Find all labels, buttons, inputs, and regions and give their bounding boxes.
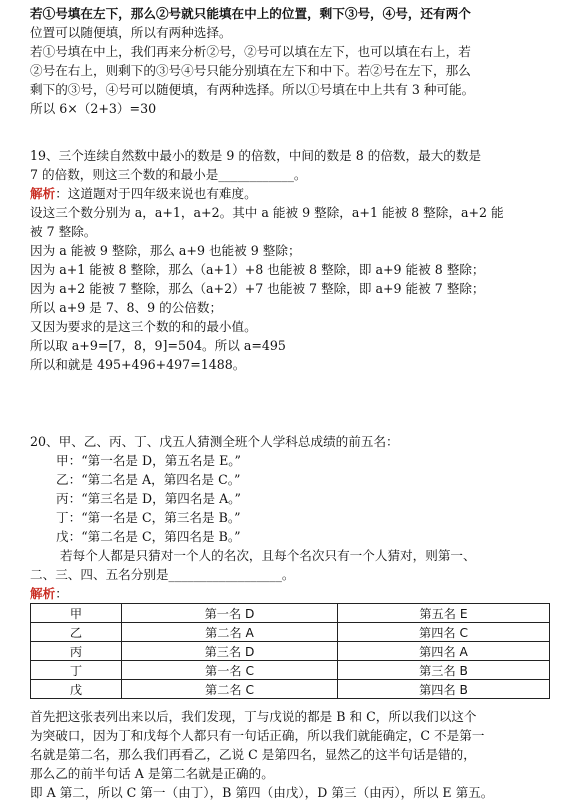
table-cell-guess1: 第三名 D [122,642,338,661]
table-cell-person: 丁 [31,661,122,680]
q19-analysis-line: 设这三个数分别为 a，a+1，a+2。其中 a 能被 9 整除，a+1 能被 8 整除，a+2 能 [30,205,504,220]
table-cell-guess1: 第一名 C [122,661,338,680]
prev-solution-line: 剩下的③号，④号可以随便填，有两种选择。所以①号填在中上共有 3 种可能。 [30,82,475,97]
table-cell-guess2: 第五名 E [338,604,550,623]
q20-guess: 乙：“第二名是 A，第四名是 C。” [56,472,241,487]
guess-table-wrap [30,603,560,707]
q20-guess: 丙：“第三名是 D，第四名是 A。” [56,491,241,506]
q19-analysis-line: 因为 a+2 能被 7 整除，那么（a+2）+7 也能被 7 整除，即 a+9 能被 7 整除； [30,281,485,296]
q19-analysis-heading [30,184,560,203]
q20-analysis-heading [30,584,560,603]
q19-analysis-line: 因为 a+1 能被 8 整除，那么（a+1）+8 也能被 8 整除，即 a+9 能被 8 整除； [30,262,485,277]
q19-analysis-line: 因为 a 能被 9 整除，那么 a+9 也能被 9 整除； [30,243,301,258]
q20-explanation-line: 首先把这张表列出来以后，我们发现，丁与戊说的都是 B 和 C，所以我们以这个 [30,709,477,724]
q19-analysis-line: 所以 a+9 是 7、8、9 的公倍数； [30,300,223,315]
q19-analysis-line: 所以和就是 495+496+497=1488。 [30,357,246,372]
prev-solution-line: 位置可以随便填，所以有两种选择。 [30,25,232,40]
analysis-label: 解析 [30,186,56,201]
table-cell-guess2: 第四名 A [338,642,550,661]
table-cell-guess2: 第四名 B [338,680,550,699]
table-row [31,661,550,680]
q20-guess: 戊：“第二名是 C，第四名是 B。” [56,529,241,544]
analysis-intro: ：这道题对于四年级来说也有难度。 [55,186,257,201]
table-cell-guess1: 第二名 A [122,623,338,642]
table-cell-guess2: 第四名 C [338,623,550,642]
table-cell-guess1: 第一名 D [122,604,338,623]
table-row [31,680,550,699]
q20-explanation-line: 那么乙的前半句话 A 是第二名就是正确的。 [30,766,274,781]
prev-solution-line: ②号在右上，则剩下的③号④号只能分别填在左下和中下。若②号在左下，那么 [30,63,471,78]
prev-solution-line: 若①号填在中上，我们再来分析②号，②号可以填在左下，也可以填在右上，若 [30,44,471,59]
prev-solution-line: 若①号填在左下，那么②号就只能填在中上的位置，剩下③号，④号，还有两个 [30,6,471,21]
q20-guess: 甲：“第一名是 D，第五名是 E。” [56,453,241,468]
document-page [30,0,560,802]
table-cell-guess2: 第三名 B [338,661,550,680]
table-row [31,642,550,661]
table-cell-person: 甲 [31,604,122,623]
table-row [31,623,550,642]
table-cell-guess1: 第二名 C [122,680,338,699]
table-cell-person: 乙 [31,623,122,642]
prev-solution-line: 所以 6×（2+3）=30 [30,101,157,116]
guess-table [30,603,550,699]
q20-title: 20、甲、乙、丙、丁、戊五人猜测全班个人学科总成绩的前五名： [30,434,399,449]
q19-question-line: 7 的倍数，则这三个数的和最小是____________。 [30,167,307,182]
q20-question-line: 二、三、四、五名分别是__________________。 [30,567,295,582]
table-cell-person: 戊 [31,680,122,699]
analysis-label: 解析 [30,586,56,601]
table-row [31,604,550,623]
q20-explanation-line: 即 A 第二，所以 C 第一（由丁），B 第四（由戊），D 第三（由丙），所以 E 第五。 [30,785,494,800]
q19-analysis-line: 所以取 a+9=[7，8，9]=504。所以 a=495 [30,338,286,353]
q19-analysis-line: 又因为要求的是这三个数的和的最小值。 [30,319,257,334]
q19-question-line: 19、三个连续自然数中最小的数是 9 的倍数，中间的数是 8 的倍数，最大的数是 [30,148,482,163]
q20-explanation-line: 为突破口，因为丁和戊每个人都只有一句话正确，所以我们就能确定，C 不是第一 [30,728,485,743]
q20-guess: 丁：“第一名是 C，第三名是 B。” [56,510,241,525]
analysis-colon: ： [55,586,68,601]
q20-question-line: 若每个人都是只猜对一个人的名次，且每个名次只有一个人猜对，则第一、 [60,548,476,563]
table-cell-person: 丙 [31,642,122,661]
q19-analysis-line: 被 7 整除。 [30,224,97,239]
q20-explanation-line: 名就是第二名，那么我们再看乙，乙说 C 是第四名，显然乙的这半句话是错的， [30,747,476,762]
